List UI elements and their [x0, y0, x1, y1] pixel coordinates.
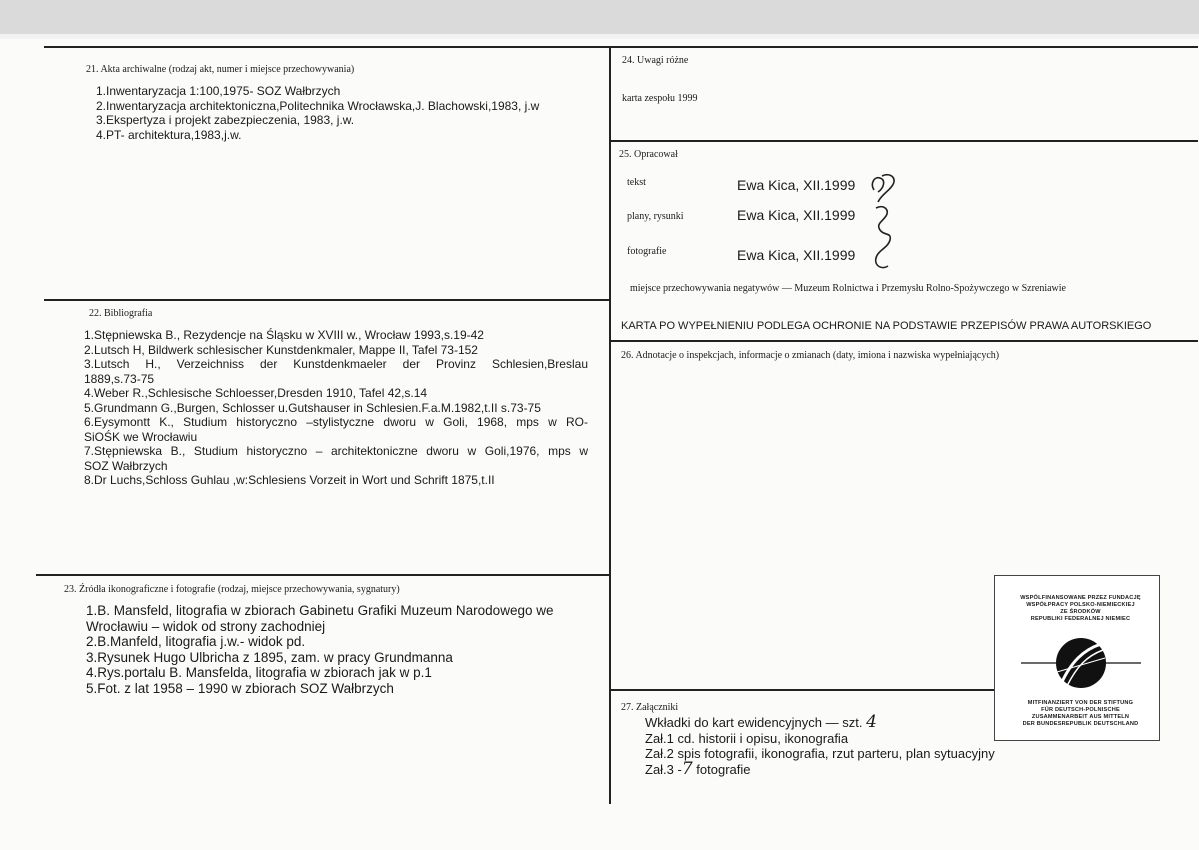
rule-top [44, 46, 1198, 48]
list-item: Wrocławiu – widok od strony zachodniej [86, 618, 326, 634]
list-item: 6.Eysymontt K., Studium historyczno –stylistyczne dworu w Goli, 1968, mps w RO- [84, 415, 588, 429]
attachment-line [645, 758, 995, 779]
section-22-label: 22. Bibliografia [89, 308, 153, 319]
list-item: 1.B. Mansfeld, litografia w zbiorach Gabinetu Grafiki Muzeum Narodowego we [86, 603, 554, 618]
list-item: 2.Inwentaryzacja architektoniczna,Politechnika Wrocławska,J. Blachowski,1983, j.w [96, 98, 540, 113]
list-item: 1889,s.73-75 [84, 371, 155, 386]
list-item: 1.Inwentaryzacja 1:100,1975- SOZ Wałbrzych [96, 84, 341, 98]
list-item: 3.Lutsch H., Verzeichniss der Kunstdenkmaeler der Provinz Schlesien,Breslau [84, 357, 588, 371]
rule-s26-s27 [610, 689, 994, 691]
section-25-label: 25. Opracował [619, 149, 678, 160]
list-item: 8.Dr Luchs,Schloss Guhlau ,w:Schlesiens Vorzeit in Wort und Schrift 1875,t.II [84, 473, 495, 487]
list-item: 4.PT- architektura,1983,j.w. [96, 127, 242, 142]
author-row-value-photos: Ewa Kica, XII.1999 [737, 247, 856, 263]
list-item: 2.Lutsch H, Bildwerk schlesischer Kunstdenkmaler, Mappe II, Tafel 73-152 [84, 342, 478, 357]
rule-s22-s23 [36, 574, 610, 576]
stamp-text: ZE ŚRODKÓW [1060, 609, 1101, 615]
author-row-value-text: Ewa Kica, XII.1999 [737, 177, 856, 193]
author-row-label-text: tekst [627, 177, 646, 188]
attachment-line [645, 712, 995, 732]
foundation-logo-icon [1021, 632, 1141, 692]
list-item: SiOŚK we Wrocławiu [84, 429, 198, 444]
author-row-value-plans: Ewa Kica, XII.1999 [737, 207, 856, 223]
list-item: 3.Rysunek Hugo Ulbricha z 1895, zam. w pracy Grundmanna [86, 649, 453, 665]
stamp-text: REPUBLIKI FEDERALNEJ NIEMIEC [1030, 616, 1131, 622]
negatives-storage: miejsce przechowywania negatywów — Muzeum Rolnictwa i Przemysłu Rolno-Spożywczego w Szreniawie [630, 283, 1066, 294]
author-row-label-photos: fotografie [627, 246, 667, 257]
handwritten-count: 4 [866, 712, 877, 732]
rule-s25-s26 [610, 340, 1198, 342]
rule-s21-s22 [44, 299, 610, 301]
scan-top-edge [0, 34, 1199, 39]
list-item: SOZ Wałbrzych [84, 458, 168, 473]
scan-top-border [0, 0, 1199, 34]
list-item: 3.Ekspertyza i projekt zabezpieczenia, 1983, j.w. [96, 113, 355, 127]
section-22-list [84, 328, 588, 488]
handwritten-signature [868, 166, 908, 274]
list-item: 4.Rys.portalu B. Mansfelda, litografia w zbiorach jak w p.1 [86, 665, 432, 680]
list-item: 4.Weber R.,Schlesische Schloesser,Dresden 1910, Tafel 42,s.14 [84, 386, 428, 400]
section-23-list [86, 603, 553, 696]
section-27-label: 27. Załączniki [621, 702, 679, 713]
stamp-text: WSPÓLFINANSOWANE PRZEZ FUNDACJĘ [1020, 595, 1141, 601]
attachment-line: Zał.2 spis fotografii, ikonografia, rzut parteru, plan sytuacyjny [645, 746, 995, 761]
foundation-stamp [994, 575, 1160, 741]
stamp-text: ZUSAMMENARBEIT AUS MITTELN [1031, 714, 1130, 720]
section-24-label: 24. Uwagi różne [622, 55, 689, 66]
attachment-text: fotografie [696, 761, 751, 777]
attachments-list [645, 712, 995, 779]
list-item: 5.Grundmann G.,Burgen, Schlosser u.Gutshauser in Schlesien.F.a.M.1982,t.II s.73-75 [84, 400, 541, 415]
section-21-label: 21. Akta archiwalne (rodzaj akt, numer i miejsce przechowywania) [86, 64, 355, 75]
list-item: 2.B.Manfeld, litografia j.w.- widok pd. [86, 634, 306, 649]
copyright-notice: KARTA PO WYPEŁNIENIU PODLEGA OCHRONIE NA PODSTAWIE PRZEPISÓW PRAWA AUTORSKIEGO [621, 320, 1152, 332]
section-24-text: karta zespołu 1999 [622, 93, 698, 104]
attachment-text: Zał.3 - [645, 761, 682, 777]
author-row-label-plans: plany, rysunki [627, 211, 684, 222]
list-item: 5.Fot. z lat 1958 – 1990 w zbiorach SOZ Wałbrzych [86, 680, 394, 696]
stamp-content [1007, 587, 1154, 731]
attachment-line: Zał.1 cd. historii i opisu, ikonografia [645, 730, 849, 746]
section-23-label: 23. Źródła ikonograficzne i fotografie (rodzaj, miejsce przechowywania, sygnatury) [64, 584, 400, 595]
list-item: 7.Stępniewska B., Studium historyczno – architektoniczne dworu w Goli,1976, mps w [84, 444, 588, 458]
rule-s24-s25 [610, 140, 1198, 142]
stamp-text: MITFINANZIERT VON DER STIFTUNG [1027, 700, 1134, 706]
list-item: 1.Stępniewska B., Rezydencje na Śląsku w XVIII w., Wrocław 1993,s.19-42 [84, 328, 484, 342]
stamp-text: FÜR DEUTSCH-POLNISCHE [1041, 707, 1120, 713]
section-26-label: 26. Adnotacje o inspekcjach, informacje o zmianach (daty, imiona i nazwiska wypełniających) [621, 350, 1000, 361]
stamp-text: DER BUNDESREPUBLIK DEUTSCHLAND [1022, 721, 1139, 727]
stamp-text: WSPÓŁPRACY POLSKO-NIEMIECKIEJ [1026, 602, 1135, 608]
handwritten-count: 7 [681, 758, 693, 779]
section-21-list [96, 84, 539, 142]
attachment-text: Wkładki do kart ewidencyjnych — szt. [645, 715, 863, 730]
